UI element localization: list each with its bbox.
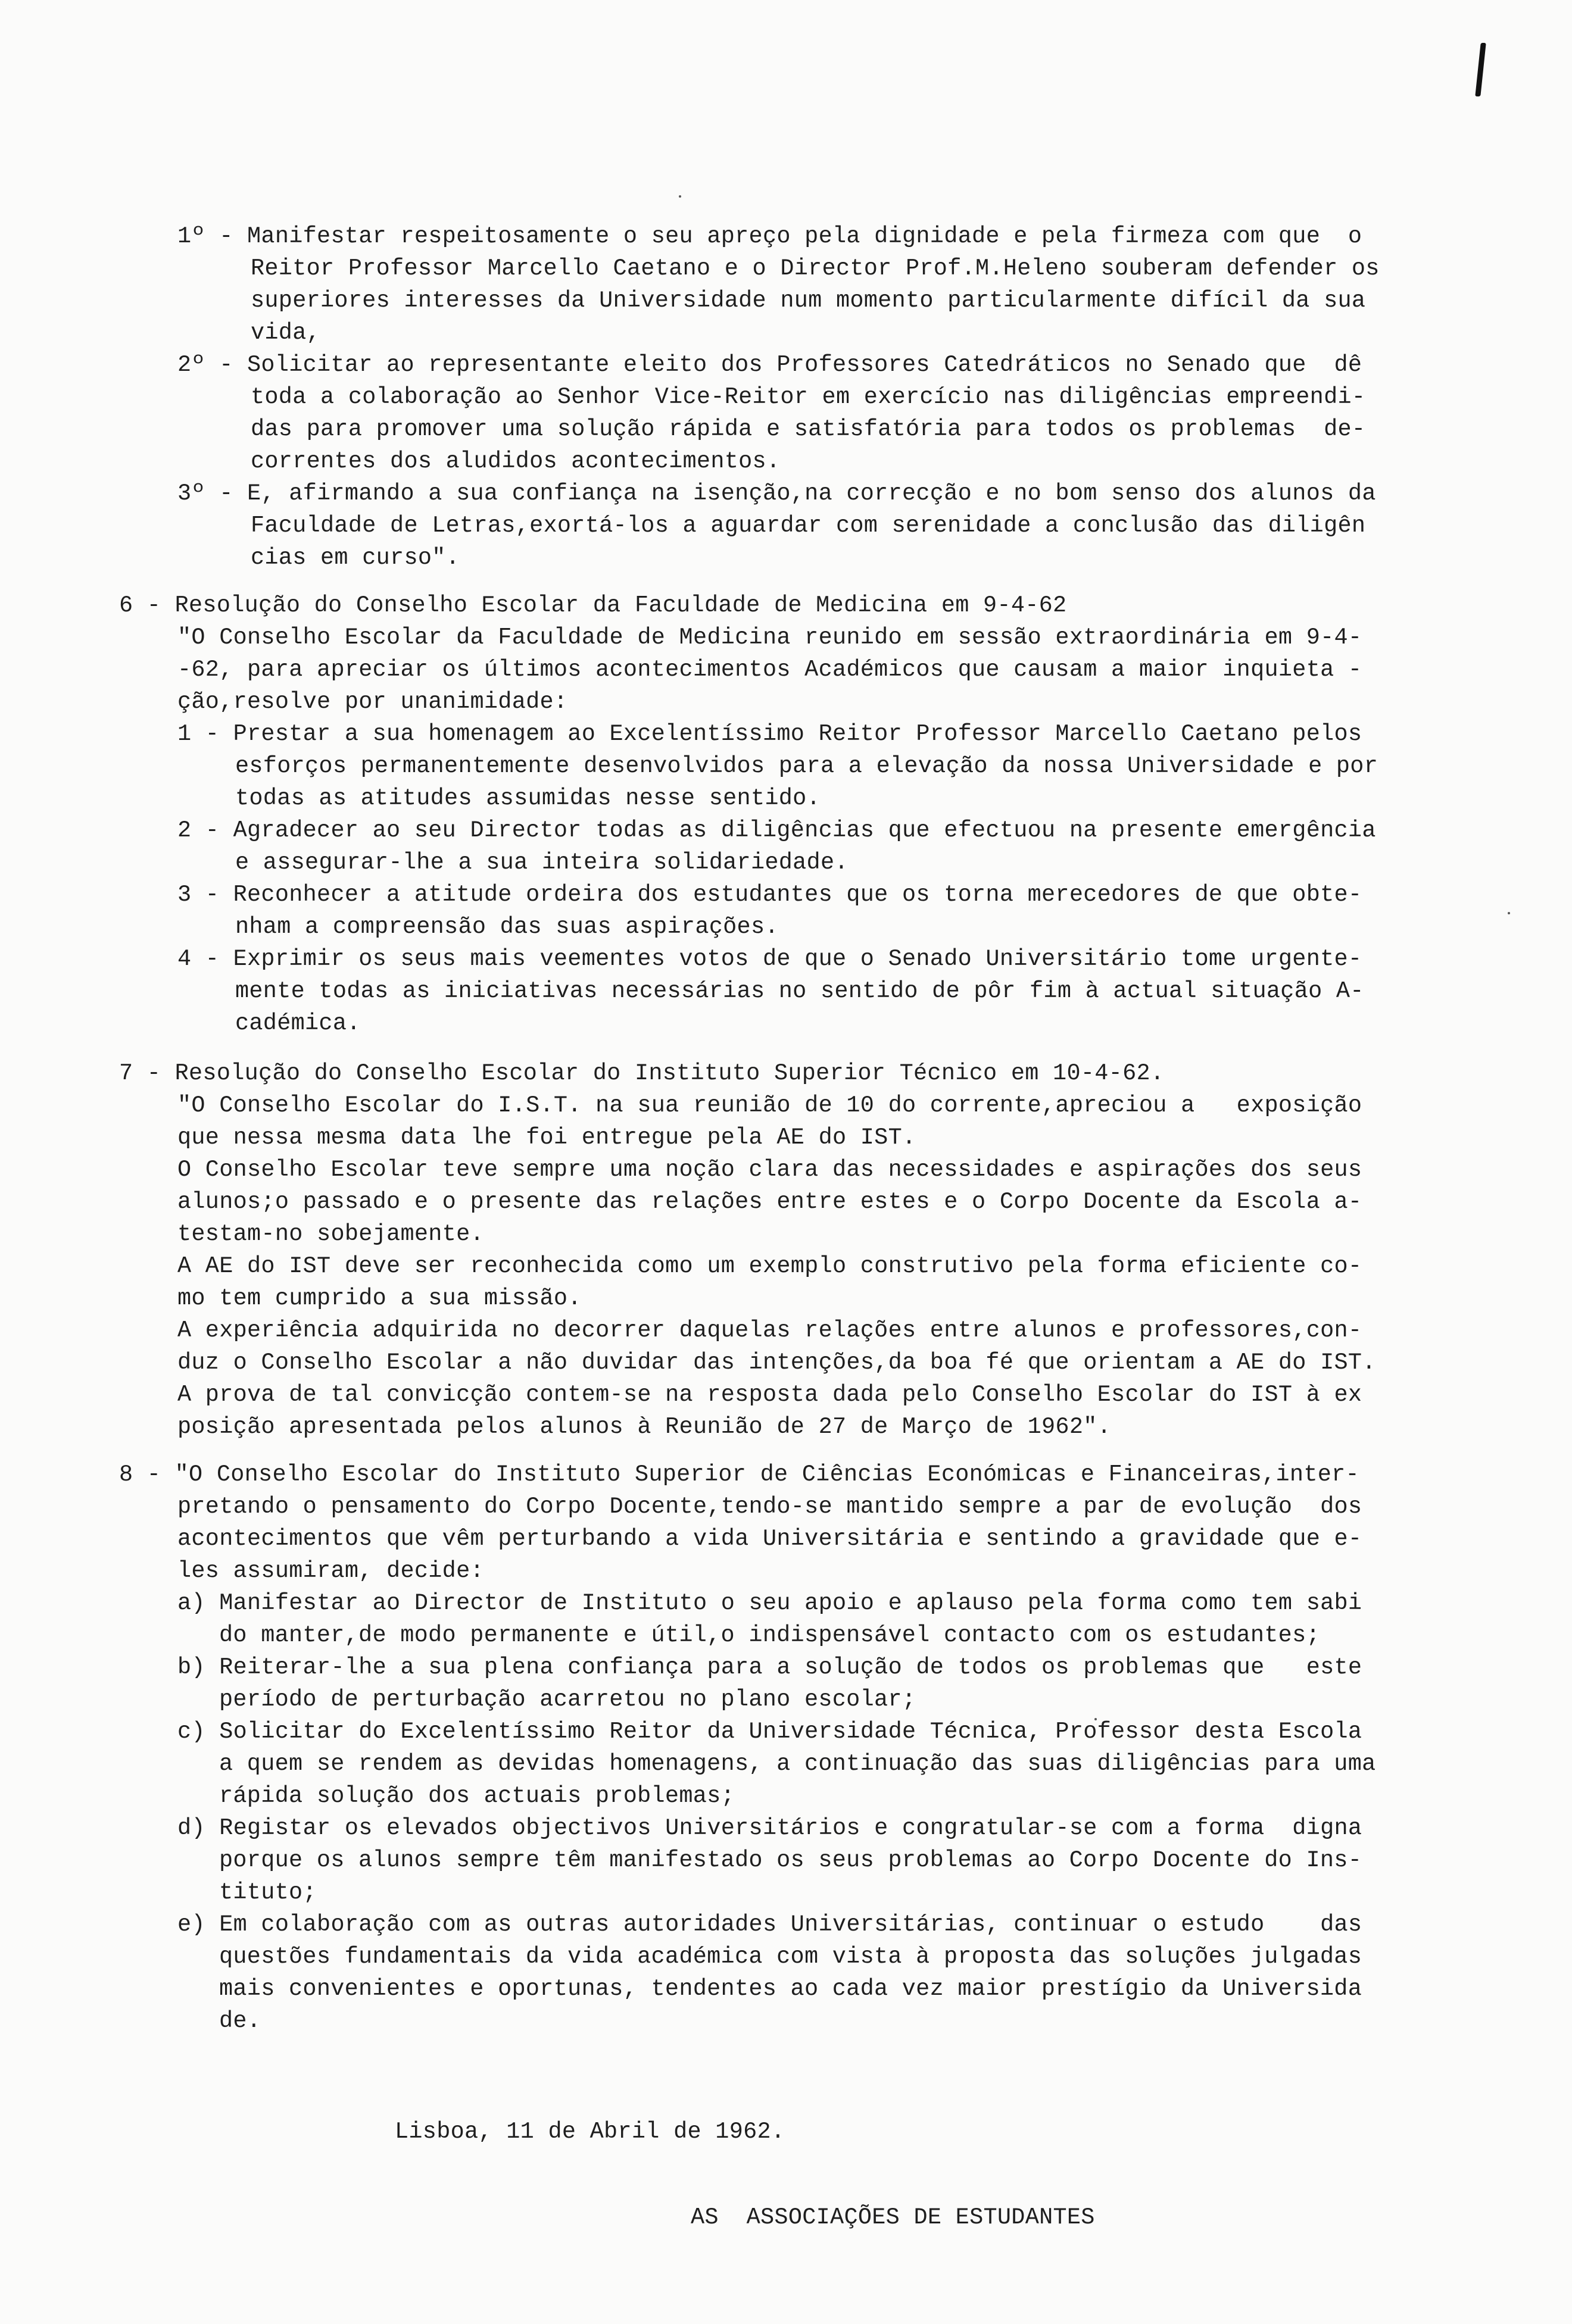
text-line-p5-2-l1: 2º - Solicitar ao representante eleito dos Professores Catedráticos no Senado que dê — [177, 352, 1362, 378]
text-line-s6-4-l1: 4 - Exprimir os seus mais veementes votos de que o Senado Universitário tome urgente- — [177, 946, 1362, 972]
text-line-p5-3-l1: 3º - E, afirmando a sua confiança na isenção,na correcção e no bom senso dos alunos da — [177, 480, 1376, 507]
text-line-s6-4-l3: cadémica. — [235, 1010, 361, 1036]
text-line-s8-a-l1: a) Manifestar ao Director de Instituto o seu apoio e aplauso pela forma como tem sabi — [177, 1590, 1362, 1616]
text-line-p5-3-l3: cias em curso". — [251, 545, 460, 571]
text-line-s8-e-l1: e) Em colaboração com as outras autoridades Universitárias, continuar o estudo das — [177, 1911, 1362, 1938]
text-line-s7-l5: testam-no sobejamente. — [177, 1221, 484, 1247]
text-line-s8-c-l1: c) Solicitar do Excelentíssimo Reitor da Universidade Técnica, Professor desta Escola — [177, 1719, 1362, 1745]
text-line-p5-2-l3: das para promover uma solução rápida e satisfatória para todos os problemas de- — [251, 416, 1366, 442]
text-line-s6-l2: -62, para apreciar os últimos acontecimentos Académicos que causam a maior inquieta - — [177, 657, 1362, 683]
text-line-s6-1-l2: esforços permanentemente desenvolvidos para a elevação da nossa Universidade e por — [235, 753, 1378, 779]
text-line-s6-h: 6 - Resolução do Conselho Escolar da Faculdade de Medicina em 9-4-62 — [119, 592, 1067, 619]
text-line-s8-a-l2: do manter,de modo permanente e útil,o indispensável contacto com os estudantes; — [219, 1622, 1320, 1648]
text-line-s8-l1: 8 - "O Conselho Escolar do Instituto Superior de Ciências Económicas e Financeiras,inter- — [119, 1461, 1359, 1488]
text-line-p5-1-l2: Reitor Professor Marcello Caetano e o Director Prof.M.Heleno souberam defender os — [251, 255, 1380, 282]
text-line-s7-l3: O Conselho Escolar teve sempre uma noção clara das necessidades e aspirações dos seus — [177, 1157, 1362, 1183]
text-line-s8-e-l2: questões fundamentais da vida académica com vista à proposta das soluções julgadas — [219, 1944, 1362, 1970]
text-line-s8-l2: pretando o pensamento do Corpo Docente,tendo-se mantido sempre a par de evolução dos — [177, 1494, 1362, 1520]
text-line-s8-d-l1: d) Registar os elevados objectivos Universitários e congratular-se com a forma digna — [177, 1815, 1362, 1841]
text-line-s8-e-l4: de. — [219, 2008, 261, 2034]
text-line-s7-l6: A AE do IST deve ser reconhecida como um exemplo construtivo pela forma eficiente co- — [177, 1253, 1362, 1279]
text-line-s7-h: 7 - Resolução do Conselho Escolar do Instituto Superior Técnico em 10-4-62. — [119, 1060, 1165, 1086]
text-line-p5-3-l2: Faculdade de Letras,exortá-los a aguardar com serenidade a conclusão das diligên — [251, 513, 1366, 539]
text-line-s6-3-l1: 3 - Reconhecer a atitude ordeira dos estudantes que os torna merecedores de que obte- — [177, 882, 1362, 908]
text-line-s6-l1: "O Conselho Escolar da Faculdade de Medicina reunido em sessão extraordinária em 9-4- — [177, 624, 1362, 651]
text-line-s8-d-l2: porque os alunos sempre têm manifestado os seus problemas ao Corpo Docente do Ins- — [219, 1847, 1362, 1873]
text-line-s7-l7: mo tem cumprido a sua missão. — [177, 1285, 582, 1311]
text-line-s8-c-l2: a quem se rendem as devidas homenagens, a continuação das suas diligências para uma — [219, 1751, 1376, 1777]
text-line-s7-l8: A experiência adquirida no decorrer daquelas relações entre alunos e professores,con- — [177, 1317, 1362, 1344]
text-line-p5-1-l4: vida, — [251, 320, 321, 346]
stray-dot — [1508, 912, 1510, 914]
text-line-p5-1-l3: superiores interesses da Universidade num momento particularmente difícil da sua — [251, 288, 1366, 314]
text-line-s6-1-l1: 1 - Prestar a sua homenagem ao Excelentíssimo Reitor Professor Marcello Caetano pelos — [177, 721, 1362, 747]
text-line-date: Lisboa, 11 de Abril de 1962. — [395, 2119, 785, 2145]
text-line-s7-l10: A prova de tal convicção contem-se na resposta dada pelo Conselho Escolar do IST à ex — [177, 1382, 1362, 1408]
text-line-s6-1-l3: todas as atitudes assumidas nesse sentido. — [235, 785, 821, 811]
text-line-signature: AS ASSOCIAÇÕES DE ESTUDANTES — [691, 2204, 1095, 2231]
text-line-s6-4-l2: mente todas as iniciativas necessárias no sentido de pôr fim à actual situação A- — [235, 978, 1364, 1004]
text-line-s7-l11: posição apresentada pelos alunos à Reunião de 27 de Março de 1962". — [177, 1414, 1112, 1440]
text-line-s6-l3: ção,resolve por unanimidade: — [177, 689, 568, 715]
text-line-s6-2-l1: 2 - Agradecer ao seu Director todas as diligências que efectuou na presente emergência — [177, 817, 1376, 844]
stray-dot — [679, 195, 681, 198]
text-line-s8-b-l2: período de perturbação acarretou no plano escolar; — [219, 1686, 916, 1713]
text-line-s7-l2: que nessa mesma data lhe foi entregue pela AE do IST. — [177, 1124, 916, 1151]
text-line-s8-l3: acontecimentos que vêm perturbando a vida Universitária e sentindo a gravidade que e- — [177, 1526, 1362, 1552]
text-line-p5-1-l1: 1º - Manifestar respeitosamente o seu apreço pela dignidade e pela firmeza com que o — [177, 223, 1362, 249]
text-line-s8-b-l1: b) Reiterar-lhe a sua plena confiança para a solução de todos os problemas que este — [177, 1654, 1362, 1680]
text-line-s8-l4: les assumiram, decide: — [177, 1558, 484, 1584]
text-line-p5-2-l2: toda a colaboração ao Senhor Vice-Reitor em exercício nas diligências empreendi- — [251, 384, 1366, 410]
text-line-s6-2-l2: e assegurar-lhe a sua inteira solidariedade. — [235, 849, 849, 876]
text-line-s6-3-l2: nham a compreensão das suas aspirações. — [235, 914, 779, 940]
text-line-s7-l4: alunos;o passado e o presente das relações entre estes e o Corpo Docente da Escola a- — [177, 1189, 1362, 1215]
text-line-s8-e-l3: mais convenientes e oportunas, tendentes ao cada vez maior prestígio da Universida — [219, 1976, 1362, 2002]
text-line-s8-d-l3: tituto; — [219, 1879, 317, 1906]
text-line-s7-l9: duz o Conselho Escolar a não duvidar das intenções,da boa fé que orientam a AE do IST. — [177, 1350, 1376, 1376]
text-line-s8-c-l3: rápida solução dos actuais problemas; — [219, 1783, 735, 1809]
text-line-p5-2-l4: correntes dos aludidos acontecimentos. — [251, 448, 781, 474]
corner-pen-mark — [1475, 43, 1486, 96]
text-line-s7-l1: "O Conselho Escolar do I.S.T. na sua reunião de 10 do corrente,apreciou a exposição — [177, 1092, 1362, 1119]
